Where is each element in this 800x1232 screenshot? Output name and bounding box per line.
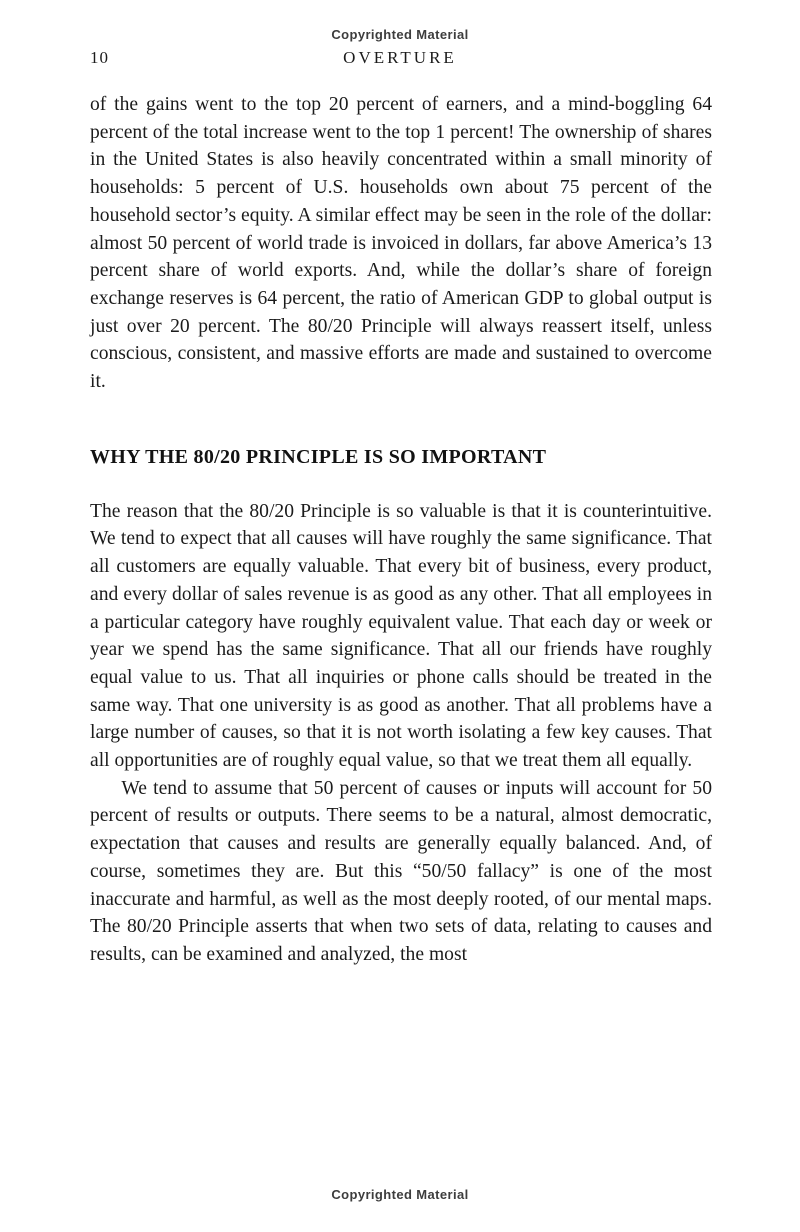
copyright-notice-bottom: Copyrighted Material: [331, 1187, 469, 1202]
section-heading: WHY THE 80/20 PRINCIPLE IS SO IMPORTANT: [90, 445, 547, 468]
paragraph-why-valuable: The reason that the 80/20 Principle is so valuable is that it is counterintuitive. We tend to expect that all causes will have roughly the same significance. That all customers are equally valuable. That every bit of business, every product, and every dollar of sales revenue is as good as any other. That all employees in a particular category have roughly equivalent value. That each day or week or year we spend has the same significance. That all our friends have roughly equal value to us. That all inquiries or phone calls should be treated in the same way. That one university is as good as another. That all problems have a large number of causes, so that it is not worth isolating a few key causes. That all opportunities are of roughly equal value, so that we treat them all equally.: [90, 500, 712, 772]
running-head-title: OVERTURE: [343, 48, 457, 67]
page-body: [90, 91, 712, 969]
copyright-notice-top: Copyrighted Material: [331, 27, 469, 42]
paragraph-5050-fallacy: We tend to assume that 50 percent of causes or inputs will account for 50 percent of results or outputs. There seems to be a natural, almost democratic, expectation that causes and results are generally equally balanced. And, of course, sometimes they are. But this “50/50 fallacy” is one of the most inaccurate and harmful, as well as the most deeply rooted, of our mental maps. The 80/20 Principle asserts that when two sets of data, relating to causes and results, can be examined and analyzed, the most: [90, 777, 712, 965]
paragraph-continuation: of the gains went to the top 20 percent of earners, and a mind-boggling 64 percent of the total increase went to the top 1 percent! The ownership of shares in the United States is also heavily concentrated within a small minority of households: 5 percent of U.S. households own about 75 percent of the household sector’s equity. A similar effect may be seen in the role of the dollar: almost 50 percent of world trade is invoiced in dollars, far above America’s 13 percent share of world exports. And, while the dollar’s share of foreign exchange reserves is 64 percent, the ratio of American GDP to global output is just over 20 percent. The 80/20 Principle will always reassert itself, unless conscious, consistent, and massive efforts are made and sustained to overcome it.: [90, 94, 712, 393]
running-head: [90, 48, 710, 72]
page-number: 10: [90, 48, 109, 67]
